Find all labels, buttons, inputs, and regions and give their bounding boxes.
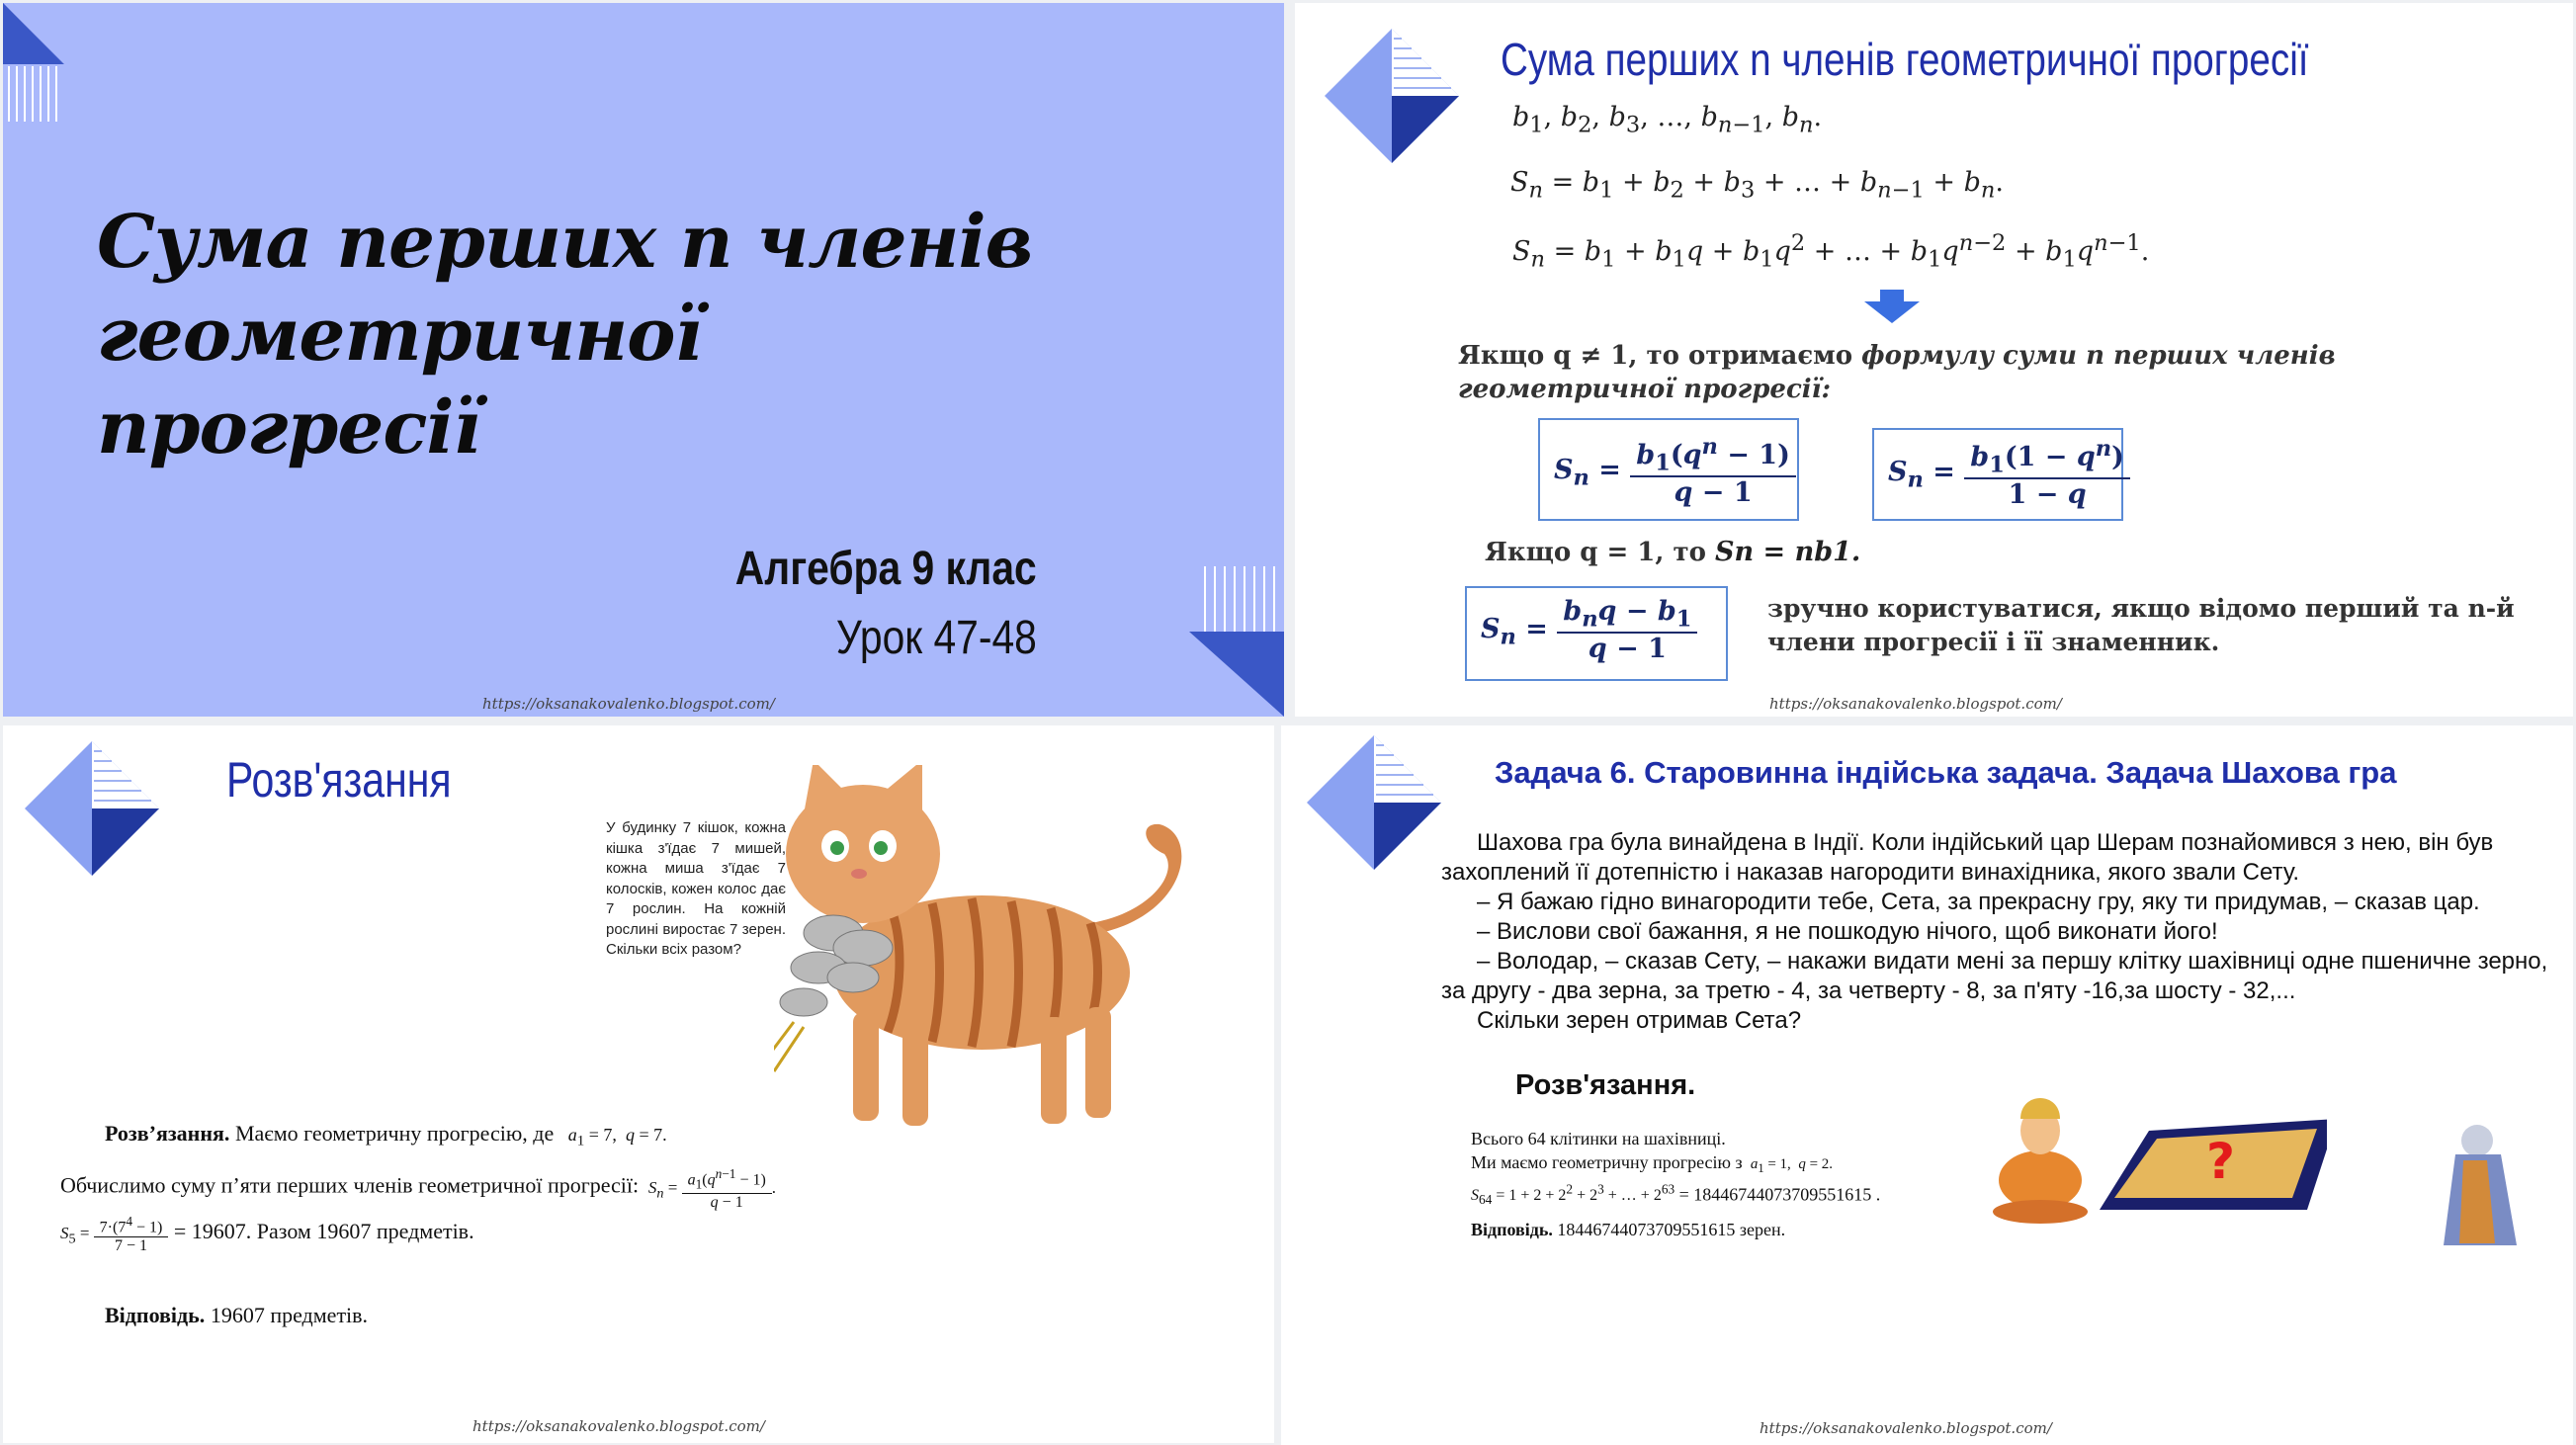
subject-label: Алгебра 9 клас <box>735 543 1037 595</box>
answer-label: Відповідь. <box>105 1303 206 1327</box>
solution-label: Розв’язання. <box>105 1121 230 1146</box>
result-text: = 19607. Разом 19607 предметів. <box>173 1219 474 1244</box>
answer-line <box>105 1303 368 1328</box>
solution-line-1: Розв’язання. Маємо геометричну прогресію, де $a_1 = 7$, q = 7. <box>105 1121 667 1149</box>
slide-formula <box>1295 3 2573 717</box>
answer-label: Відповідь. <box>1471 1220 1553 1239</box>
solution-line-2: Обчислимо суму п’яти перших членів геометричної прогресії: $S_n$ = $\frac{a_1(q^{n-1} - 1)}{q - 1}$ . <box>60 1166 777 1211</box>
solution-line-3: $S_5$ = $\frac{7\cdot(7^4 - 1)}{7 - 1}$ = 19607. Разом 19607 предметів. <box>60 1214 474 1255</box>
formula-note: зручно користуватися, якщо відомо перший та n-й члени прогресії і її знаменник. <box>1767 594 2515 656</box>
sequence-terms: $b_1$, $b_2$, $b_3$, …, $b_{n-1}$, $b_n$. <box>1512 102 1823 138</box>
lesson-label: Урок 47-48 <box>835 612 1037 664</box>
slide-title <box>3 3 1284 717</box>
condition-text: Якщо q ≠ 1, то отримаємо <box>1458 341 1853 371</box>
footer-url: https://oksanakovalenko.blogspot.com/ <box>1769 695 2062 713</box>
svg-text:?: ? <box>2206 1133 2236 1190</box>
title-line-2: геометричної прогресії <box>97 293 702 470</box>
condition-q-1 <box>1485 537 1860 567</box>
formula-box-1: $S_n$ = $\frac{b_1(q^n - 1)}{q - 1}$ <box>1538 418 1799 521</box>
formula-caption: формулу суми n перших членів геометричної прогресії: <box>1458 341 2336 404</box>
answer-line <box>1471 1220 1785 1240</box>
diamond-logo-icon <box>23 739 161 878</box>
sn-nb1: Sn = nb1. <box>1715 537 1861 567</box>
condition-q-1-text: Якщо q = 1, то <box>1485 538 1706 567</box>
paragraph-4: – Володар, – сказав Сету, – накажи видати мені за першу клітку шахівниці одне пшеничне зерно, за другу - два зерна, за третю - 4, за четверту - 8, за п'яту -16,за шосту - 32,... <box>1441 948 2548 1004</box>
presentation-title <box>97 196 1085 474</box>
paragraph-5: Скільки зерен отримав Сета? <box>1477 1007 1802 1034</box>
sage-illustration <box>2438 1121 2527 1249</box>
paragraph-1: Шахова гра була винайдена в Індії. Коли індійський цар Шерам познайомився з нею, він був захоплений її дотепністю і наказав нагородити винахідника, якого звали Сету. <box>1441 829 2494 886</box>
condition-q-not-1 <box>1458 339 2545 406</box>
arrow-down-icon <box>1862 290 1922 325</box>
solution-heading: Розв'язання. <box>1515 1069 1696 1101</box>
paragraph-3: – Вислови свої бажання, я не пошкодую нічого, щоб виконати його! <box>1477 918 2218 945</box>
sum-result: = 18446744073709551615 . <box>1678 1184 1881 1205</box>
diamond-logo-icon <box>1323 27 1461 165</box>
paragraph-2: – Я бажаю гідно винагородити тебе, Сета, за прекрасну гру, яку ти придумав, – сказав цар. <box>1477 889 2480 915</box>
slide-cats-solution <box>3 725 1274 1443</box>
corner-decoration-top-left <box>3 3 122 141</box>
corner-decoration-bottom-right <box>1189 566 1284 717</box>
footer-url: https://oksanakovalenko.blogspot.com/ <box>472 1417 765 1435</box>
slide-chess-problem <box>1281 725 2573 1445</box>
solution-text: Маємо геометричну прогресію, де <box>234 1121 555 1146</box>
sum-definition: $S_n = b_1 + b_2 + b_3$ + … + $b_{n-1} + b_n$. <box>1510 167 2004 204</box>
chessboard-illustration <box>1991 1091 2327 1230</box>
solution-line-2-text: Ми маємо геометричну прогресію з <box>1471 1152 1743 1172</box>
formula-box-3: $S_n$ = $\frac{b_nq - b_1}{q - 1}$ <box>1465 586 1728 681</box>
slide-title: Задача 6. Старовинна індійська задача. Задача Шахова гра <box>1495 755 2397 790</box>
problem-text: У будинку 7 кішок, кожна кішка з'їдає 7 мишей, кожна миша з'їдає 7 колосків, кожен колос дає 7 рослин. На кожній рослині виростає 7 зерен. Скільки всіх разом? <box>606 819 786 958</box>
slide-title: Розв'язання <box>226 752 452 808</box>
problem-text <box>1441 828 2558 1036</box>
diamond-logo-icon <box>1305 733 1443 872</box>
title-line-1: Сума перших n членів <box>97 200 1033 285</box>
sum-expanded: $S_n = b_1 + b_1q + b_1q^2$ + … + $b_1q^{n-2} + b_1q^{n-1}$. <box>1512 230 2150 273</box>
answer-text: 19607 предметів. <box>210 1303 369 1327</box>
cat-illustration <box>774 765 1229 1150</box>
solution-line-3: $S_{64} = 1 + 2 + 2^2 + 2^3$ + … + $2^{63} = 18446744073709551615$ . <box>1471 1182 1881 1208</box>
compute-text: Обчислимо суму п’яти перших членів геометричної прогресії: <box>60 1172 640 1198</box>
slide-title: Сума перших n членів геометричної прогресії <box>1501 34 2309 85</box>
solution-line-2: Ми маємо геометричну прогресію з $a_1 = 1$, q = 2. <box>1471 1152 1834 1175</box>
footer-url: https://oksanakovalenko.blogspot.com/ <box>482 695 775 713</box>
solution-line-1: Всього 64 клітинки на шахівниці. <box>1471 1129 1726 1148</box>
answer-text: 18446744073709551615 зерен. <box>1557 1220 1786 1239</box>
footer-url: https://oksanakovalenko.blogspot.com/ <box>1760 1419 2052 1437</box>
formula-box-2: $S_n$ = $\frac{b_1(1 - q^n)}{1 - q}$ <box>1872 428 2123 521</box>
